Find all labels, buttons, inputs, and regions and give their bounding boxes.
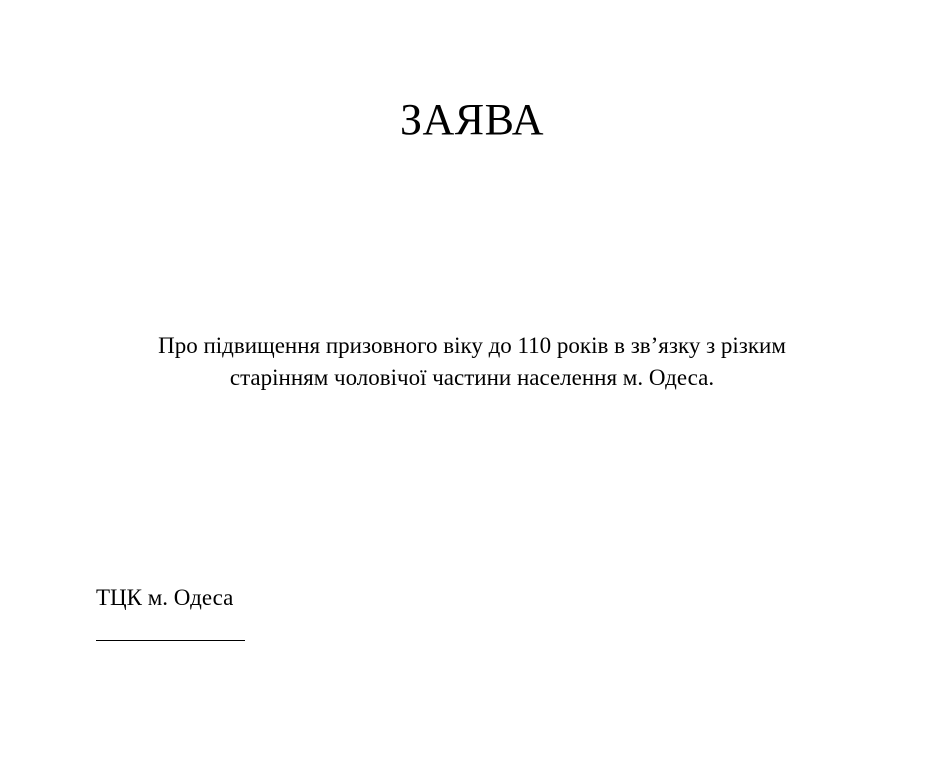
subject-line-1: Про підвищення призовного віку до 110 років в зв’язку з різким bbox=[158, 333, 786, 358]
signature-line bbox=[96, 640, 245, 641]
document-title: ЗАЯВА bbox=[399, 95, 545, 144]
subject-line-2: старінням чоловічої частини населення м. Одеса. bbox=[229, 365, 715, 390]
document-subject bbox=[0, 330, 944, 394]
recipient-text: ТЦК м. Одеса bbox=[96, 585, 234, 610]
